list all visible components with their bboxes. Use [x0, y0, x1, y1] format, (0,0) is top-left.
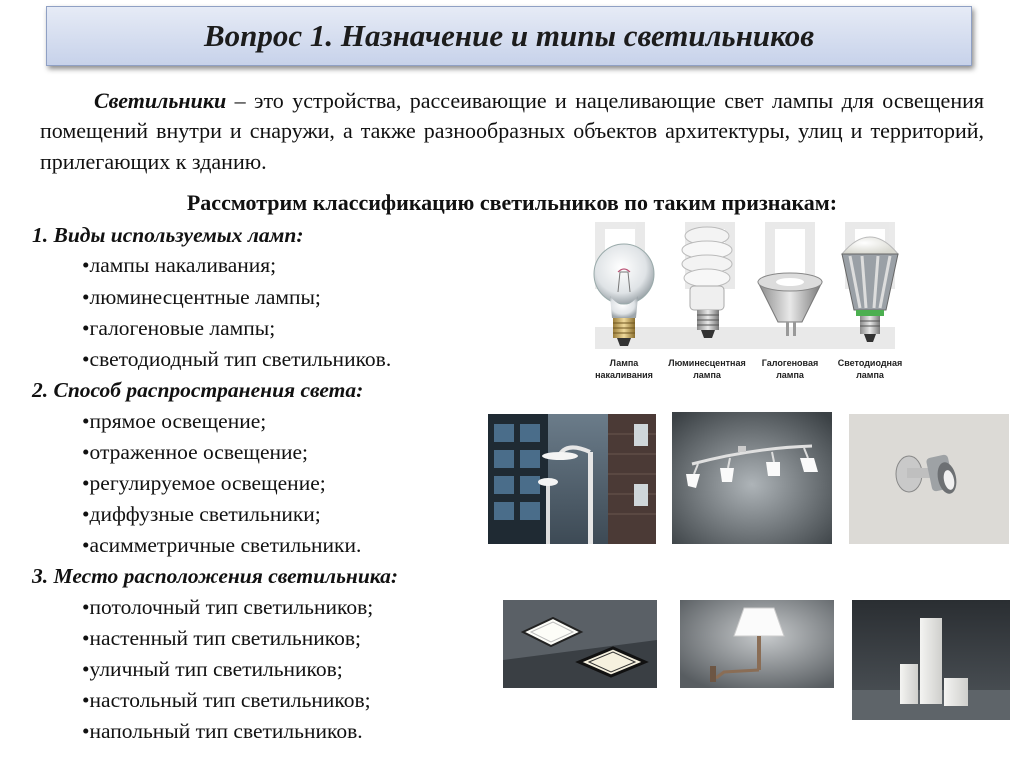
intro-paragraph	[40, 86, 984, 177]
list-item: •потолочный тип светильников;	[82, 595, 374, 619]
section-heading-lamps: 1. Виды используемых ламп:	[32, 223, 304, 247]
fluorescent-lamp-icon	[682, 227, 732, 338]
lamp-caption-fluorescent-1: Люминесцентная	[668, 358, 746, 368]
list-item: •настольный тип светильников;	[82, 688, 371, 712]
floor-lamps-photo	[852, 600, 1010, 720]
ceiling-lights-photo	[503, 600, 657, 688]
halogen-lamp-icon	[758, 273, 822, 336]
track-spotlights-photo	[672, 412, 832, 544]
list-item: •уличный тип светильников;	[82, 657, 343, 681]
list-item: •асимметричные светильники.	[82, 533, 362, 557]
page-title: Вопрос 1. Назначение и типы светильников	[203, 18, 815, 53]
led-lamp-icon	[842, 237, 898, 342]
lamp-caption-fluorescent-2: лампа	[693, 370, 721, 380]
wall-lamp-shade-photo	[680, 600, 834, 688]
section-heading-distribution: 2. Способ распространения света:	[32, 378, 364, 402]
lamp-caption-incandescent-1: Лампа	[609, 358, 639, 368]
street-light-photo	[488, 414, 656, 544]
list-item: •напольный тип светильников.	[82, 719, 363, 743]
lamp-caption-led-1: Светодиодная	[837, 358, 903, 368]
lamp-caption-halogen-1: Галогеновая	[761, 358, 819, 368]
list-item: •светодиодный тип светильников.	[82, 347, 392, 371]
section-heading-location: 3. Место расположения светильника:	[32, 564, 399, 588]
list-item: •настенный тип светильников;	[82, 626, 361, 650]
lamp-types-image	[580, 222, 910, 387]
wall-sconce-photo	[849, 414, 1009, 544]
intro-term: Светильники	[94, 88, 227, 113]
list-item: •регулируемое освещение;	[82, 471, 326, 495]
list-item: •люминесцентные лампы;	[82, 285, 321, 309]
list-item: •лампы накаливания;	[82, 253, 277, 277]
list-item: •галогеновые лампы;	[82, 316, 276, 340]
list-item: •прямое освещение;	[82, 409, 267, 433]
lamp-caption-led-2: лампа	[856, 370, 884, 380]
lamp-caption-halogen-2: лампа	[776, 370, 804, 380]
lamp-caption-incandescent-2: накаливания	[595, 370, 653, 380]
list-item: •диффузные светильники;	[82, 502, 321, 526]
classification-heading: Рассмотрим классификацию светильников по таким признакам:	[186, 190, 838, 215]
title-banner	[46, 6, 972, 66]
intro-text: – это устройства, рассеивающие и нацеливающие свет лампы для освещения помещений внутри и снаружи, а также разнообразных объектов архитектуры, улиц и территорий, прилегающих к зданию.	[40, 88, 984, 174]
list-item: •отраженное освещение;	[82, 440, 309, 464]
